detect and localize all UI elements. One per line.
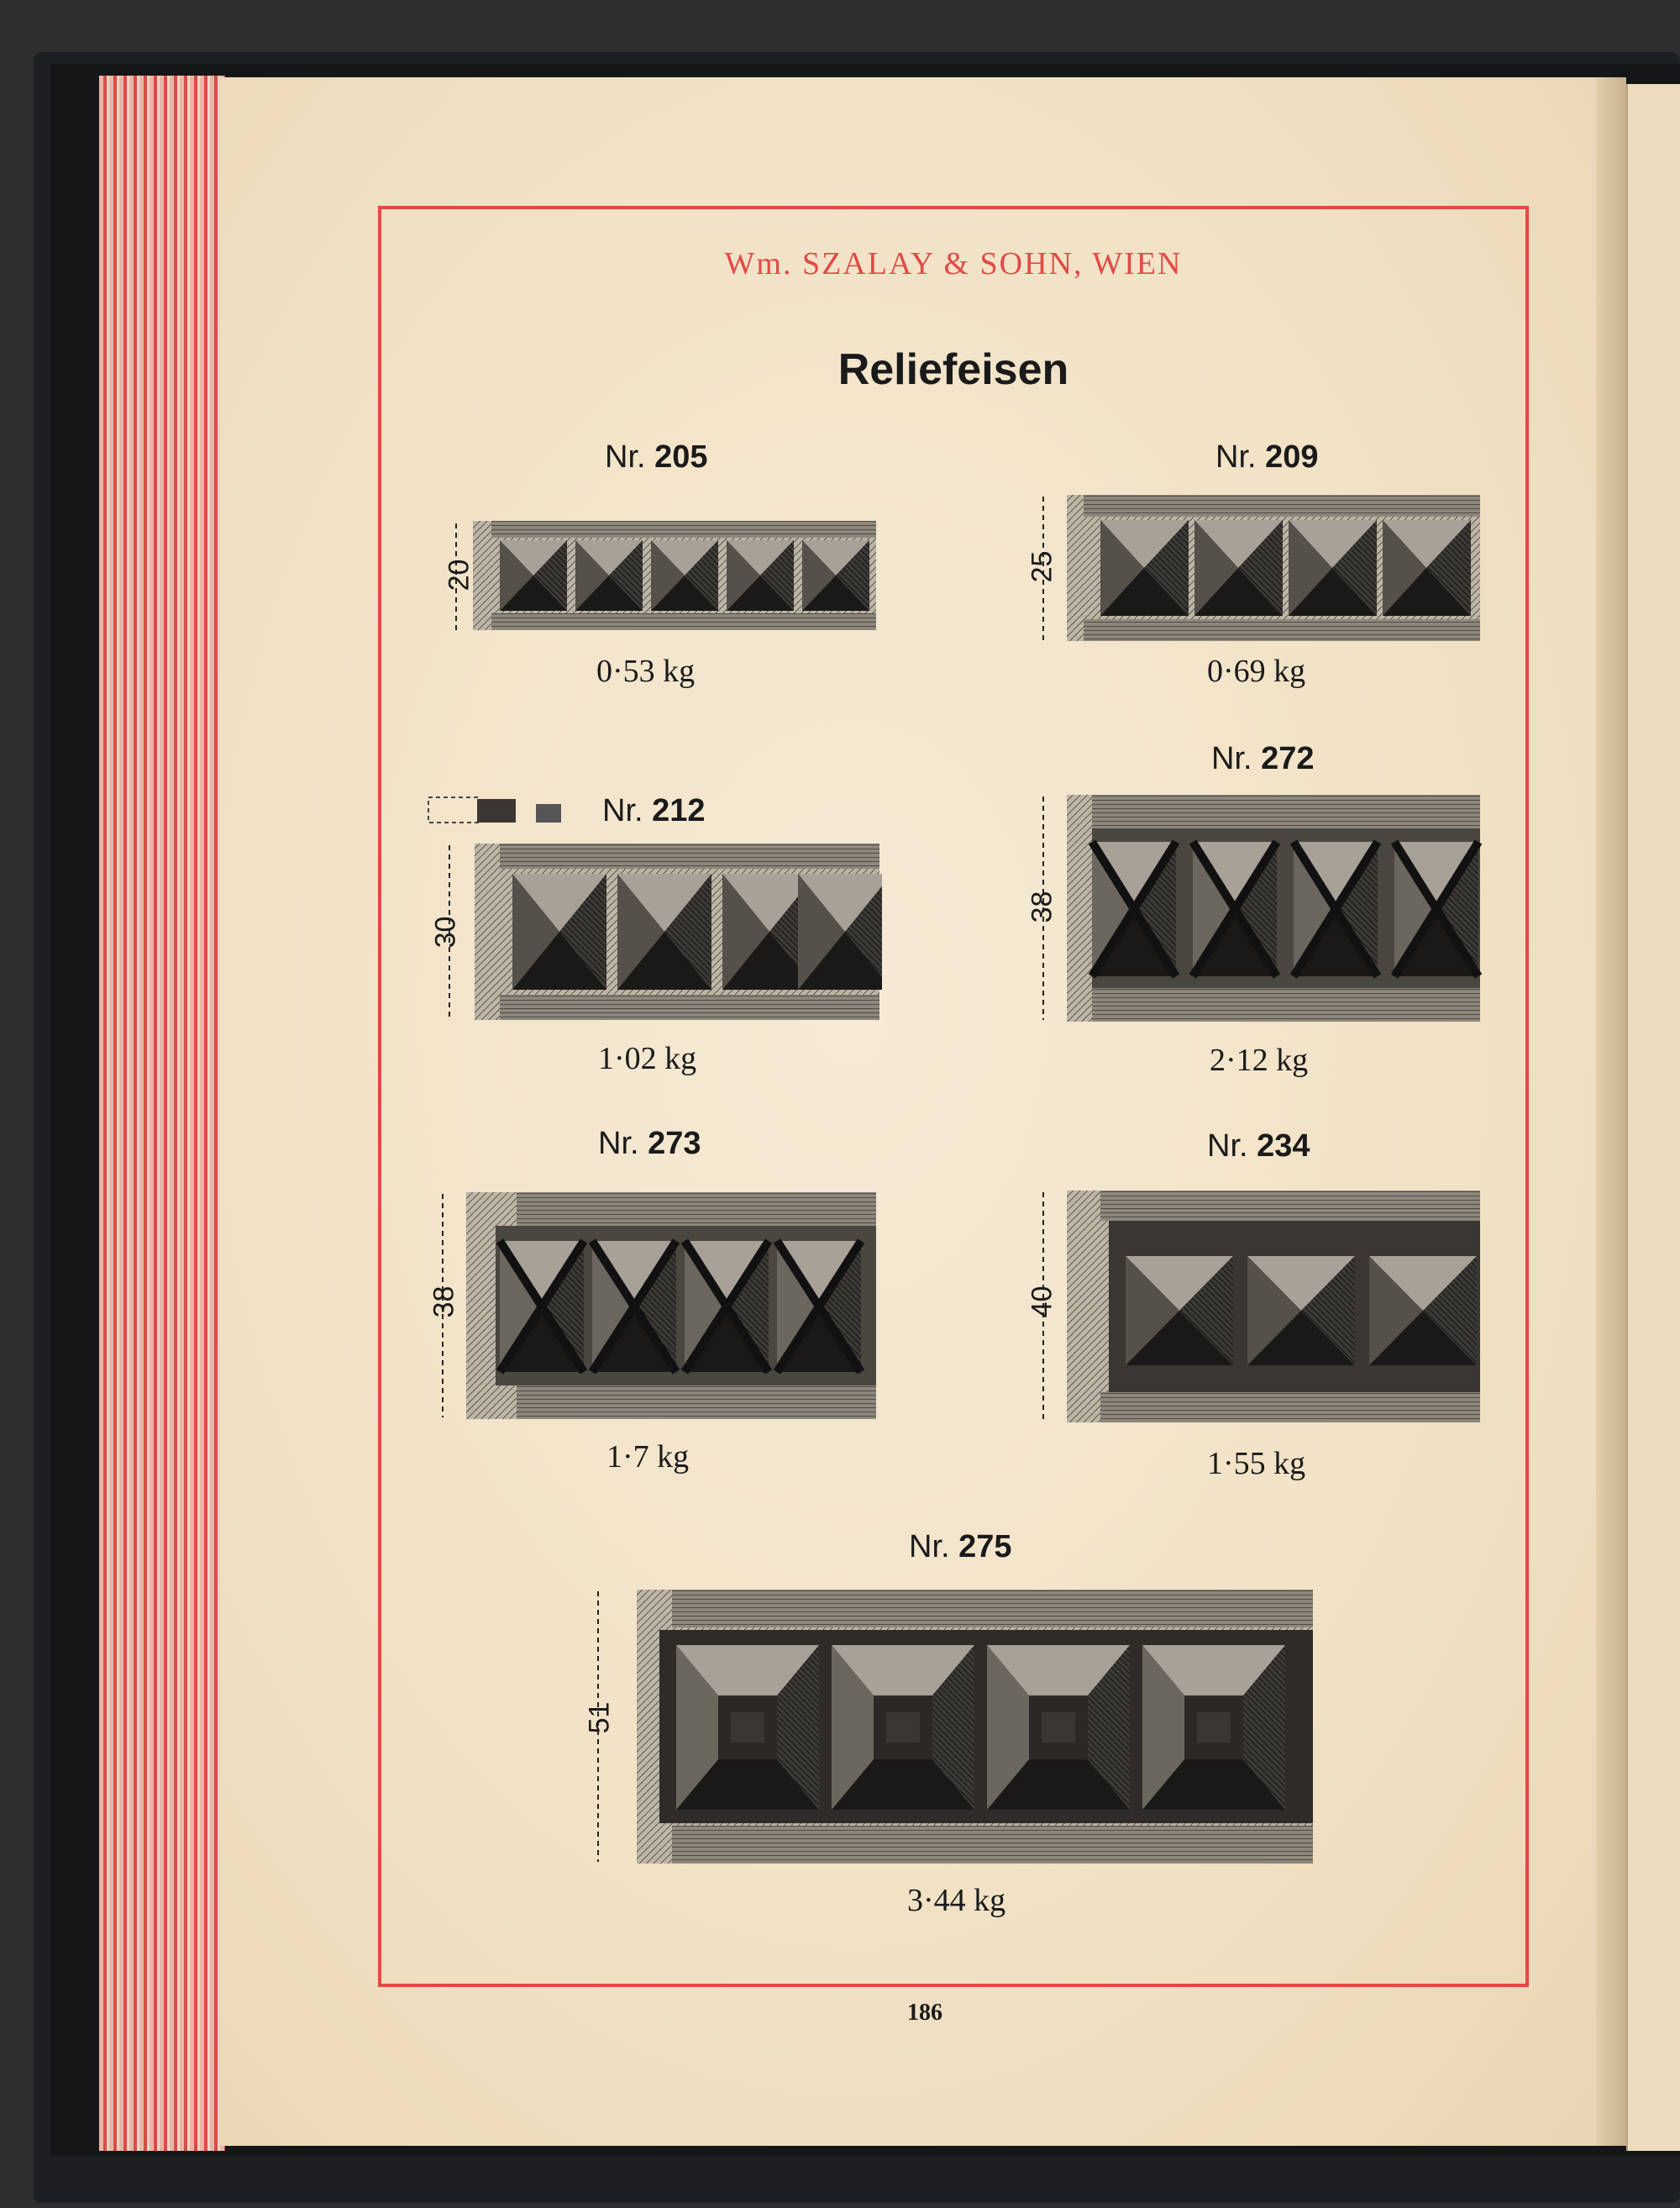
nr-value: 275: [958, 1529, 1012, 1564]
item-273-number: [598, 1126, 701, 1162]
item-234-number: [1207, 1128, 1310, 1164]
item-275-figure: [588, 1586, 1315, 1872]
page-title: Reliefeisen: [837, 345, 1069, 394]
item-212-number: [602, 793, 706, 829]
page-edges: [99, 76, 225, 2151]
item-209-number: [1215, 439, 1319, 476]
nr-value: 212: [652, 793, 706, 828]
item-272-figure: [1033, 791, 1483, 1027]
nr-prefix: Nr.: [909, 1529, 950, 1564]
nr-value: 234: [1257, 1128, 1310, 1164]
item-212-figure: [433, 840, 882, 1025]
item-209-dimension: 25: [1026, 550, 1058, 583]
nr-value: 205: [654, 439, 708, 475]
item-205-weight: 0·53 kg: [596, 654, 696, 689]
item-275-weight: 3·44 kg: [907, 1883, 1006, 1918]
nr-prefix: Nr.: [1211, 741, 1252, 776]
item-273-dimension: 38: [428, 1285, 460, 1318]
item-272-dimension: 38: [1026, 891, 1058, 923]
nr-prefix: Nr.: [602, 793, 643, 828]
nr-prefix: Nr.: [1207, 1128, 1248, 1164]
item-209-weight: 0·69 kg: [1207, 654, 1306, 689]
item-272-number: [1211, 741, 1315, 777]
facing-page-edge: [1626, 84, 1680, 2151]
item-205-number: [605, 439, 708, 476]
item-234-dimension: 40: [1026, 1285, 1058, 1318]
item-273-figure: [433, 1189, 878, 1424]
item-275-number: [909, 1529, 1012, 1565]
nr-value: 209: [1265, 439, 1319, 475]
item-272-weight: 2·12 kg: [1210, 1043, 1309, 1078]
item-209-figure: [1033, 492, 1483, 647]
item-273-weight: 1·7 kg: [606, 1439, 690, 1475]
item-234-figure: [1033, 1187, 1483, 1427]
item-275-dimension: 51: [583, 1701, 616, 1734]
publisher-header: Wm. SZALAY & SOHN, WIEN: [724, 246, 1183, 281]
page-number: 186: [907, 2000, 942, 2026]
item-212-weight: 1·02 kg: [598, 1041, 697, 1076]
nr-prefix: Nr.: [605, 439, 646, 475]
nr-prefix: Nr.: [598, 1126, 639, 1161]
item-212-dimension: 30: [429, 916, 462, 949]
item-205-figure: [441, 517, 878, 639]
item-205-dimension: 20: [443, 559, 475, 591]
item-234-weight: 1·55 kg: [1207, 1446, 1306, 1481]
nr-prefix: Nr.: [1215, 439, 1257, 475]
nr-value: 273: [648, 1126, 701, 1161]
nr-value: 272: [1261, 741, 1315, 776]
book-gutter: [1596, 77, 1626, 2146]
ink-smudge: [427, 794, 586, 829]
